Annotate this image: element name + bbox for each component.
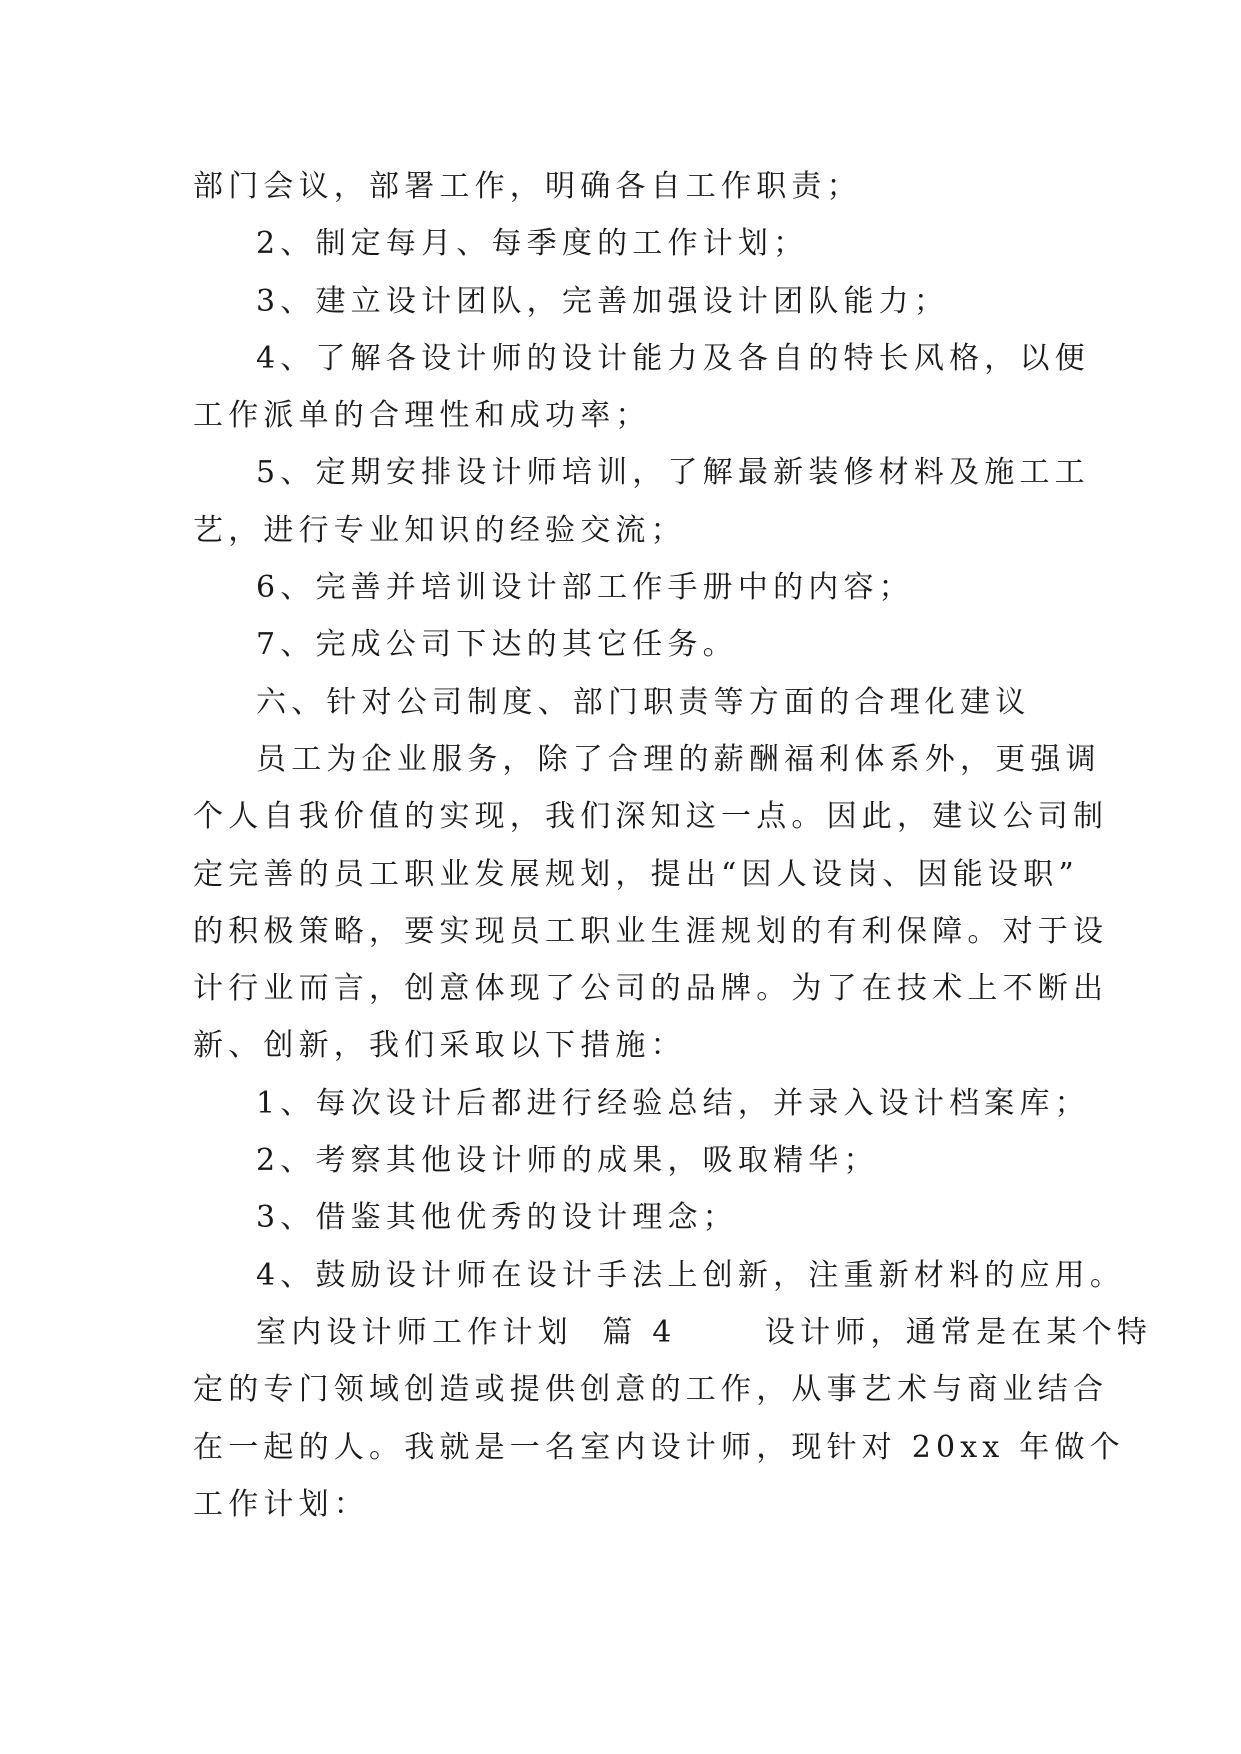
text-line: 1、每次设计后都进行经验总结，并录入设计档案库； <box>256 1085 1090 1121</box>
text-line: 计行业而言，创意体现了公司的品牌。为了在技术上不断出 <box>193 971 1109 1007</box>
text-line: 2、制定每月、每季度的工作计划； <box>256 226 809 262</box>
text-line: 工作派单的合理性和成功率； <box>193 398 651 434</box>
text-line: 6、完善并培训设计部工作手册中的内容； <box>256 570 914 606</box>
text-line: 艺，进行专业知识的经验交流； <box>193 512 686 548</box>
text-line: 新、创新，我们采取以下措施： <box>193 1028 686 1064</box>
text-line: 5、定期安排设计师培训，了解最新装修材料及施工工 <box>256 455 1090 491</box>
text-line: 员工为企业服务，除了合理的薪酬福利体系外，更强调 <box>256 741 1101 777</box>
text-line: 个人自我价值的实现，我们深知这一点。因此，建议公司制 <box>193 799 1109 835</box>
text-line: 部门会议，部署工作，明确各自工作职责； <box>193 169 862 204</box>
document-body <box>193 158 1153 1533</box>
text-line: 在一起的人。我就是一名室内设计师，现针对 20xx 年做个 <box>193 1429 1125 1465</box>
text-line: 4、鼓励设计师在设计手法上创新，注重新材料的应用。 <box>256 1257 1126 1293</box>
text-line: 工作计划： <box>193 1486 369 1522</box>
text-line: 的积极策略，要实现员工职业生涯规划的有利保障。对于设 <box>193 913 1109 949</box>
section-heading: 六、针对公司制度、部门职责等方面的合理化建议 <box>256 684 1031 720</box>
text-line: 2、考察其他设计师的成果，吸取精华； <box>256 1143 879 1179</box>
text-line: 7、完成公司下达的其它任务。 <box>256 627 738 663</box>
text-line: 3、借鉴其他优秀的设计理念； <box>256 1200 738 1236</box>
section-heading: 室内设计师工作计划 篇 4 设计师，通常是在某个特 <box>256 1314 1153 1350</box>
text-line: 4、了解各设计师的设计能力及各自的特长风格，以便 <box>256 340 1090 376</box>
text-line: 定的专门领域创造或提供创意的工作，从事艺术与商业结合 <box>193 1372 1109 1408</box>
text-line: 定完善的员工职业发展规划，提出“因人设岗、因能设职” <box>193 856 1079 892</box>
text-line: 3、建立设计团队，完善加强设计团队能力； <box>256 283 950 319</box>
